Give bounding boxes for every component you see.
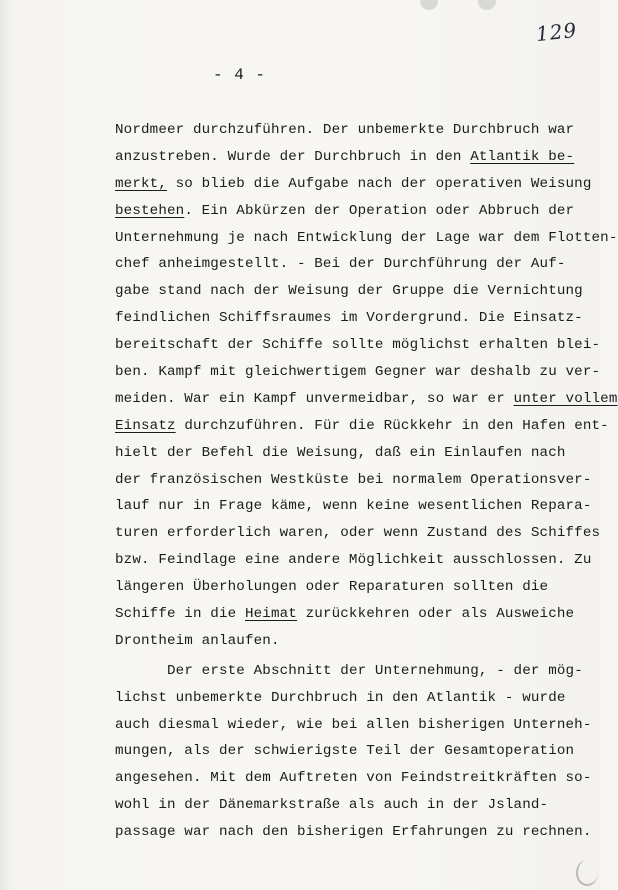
text-line: bzw. Feindlage eine andere Möglichkeit ausschlossen. Zu [115,552,592,569]
text-line: passage war nach den bisherigen Erfahrungen zu rechnen. [115,824,592,841]
text-line: längeren Überholungen oder Reparaturen sollten die [115,579,549,596]
punch-hole-mark [420,0,438,10]
text-line: bestehen. Ein Abkürzen der Operation oder Abbruch der [115,202,575,219]
text-line: bereitschaft der Schiffe sollte möglichst erhalten blei- [115,337,601,354]
punch-hole-mark [478,0,496,10]
text-line: wohl in der Dänemarkstraße als auch in der Jsland- [115,797,549,814]
text-line: anzustreben. Wurde der Durchbruch in den Atlantik be- [115,148,575,165]
text-line: Unternehmung je nach Entwicklung der Lage war dem Flotten- [115,229,618,246]
text-line: lauf nur in Frage käme, wenn keine wesentlichen Repara- [115,498,592,515]
text-line: feindlichen Schiffsraumes im Vordergrund. Die Einsatz- [115,310,583,327]
text-line: Einsatz durchzuführen. Für die Rückkehr in den Hafen ent- [115,417,609,434]
text-line: angesehen. Mit dem Auftreten von Feindstreitkräften so- [115,770,592,787]
text-line: hielt der Befehl die Weisung, daß ein Einlaufen nach [115,444,566,461]
archive-page-number: 129 [534,17,579,47]
text-line: Drontheim anlaufen. [115,632,280,649]
text-line: der französischen Westküste bei normalem Operationsver- [115,471,592,488]
document-body [115,117,618,846]
text-line: Der erste Abschnitt der Unternehmung, - der mög- [167,662,583,679]
text-line: auch diesmal wieder, wie bei allen bisherigen Unterneh- [115,716,592,733]
text-line: turen erforderlich waren, oder wenn Zustand des Schiffes [115,525,601,542]
text-line: lichst unbemerkte Durchbruch in den Atlantik - wurde [115,689,566,706]
text-line: merkt, so blieb die Aufgabe nach der operativen Weisung [115,175,592,192]
text-line: mungen, als der schwierigste Teil der Gesamtoperation [115,743,575,760]
text-line: meiden. War ein Kampf unvermeidbar, so war er unter vollem [115,390,618,407]
text-line: ben. Kampf mit gleichwertigem Gegner war deshalb zu ver- [115,364,601,381]
text-line: chef anheimgestellt. - Bei der Durchführung der Auf- [115,256,566,273]
page-number: - 4 - [213,66,267,84]
text-line: Schiffe in die Heimat zurückkehren oder als Ausweiche [115,606,575,623]
paper-edge-mark [576,860,598,886]
text-line: Nordmeer durchzuführen. Der unbemerkte Durchbruch war [115,122,575,138]
text-line: gabe stand nach der Weisung der Gruppe die Vernichtung [115,283,583,300]
